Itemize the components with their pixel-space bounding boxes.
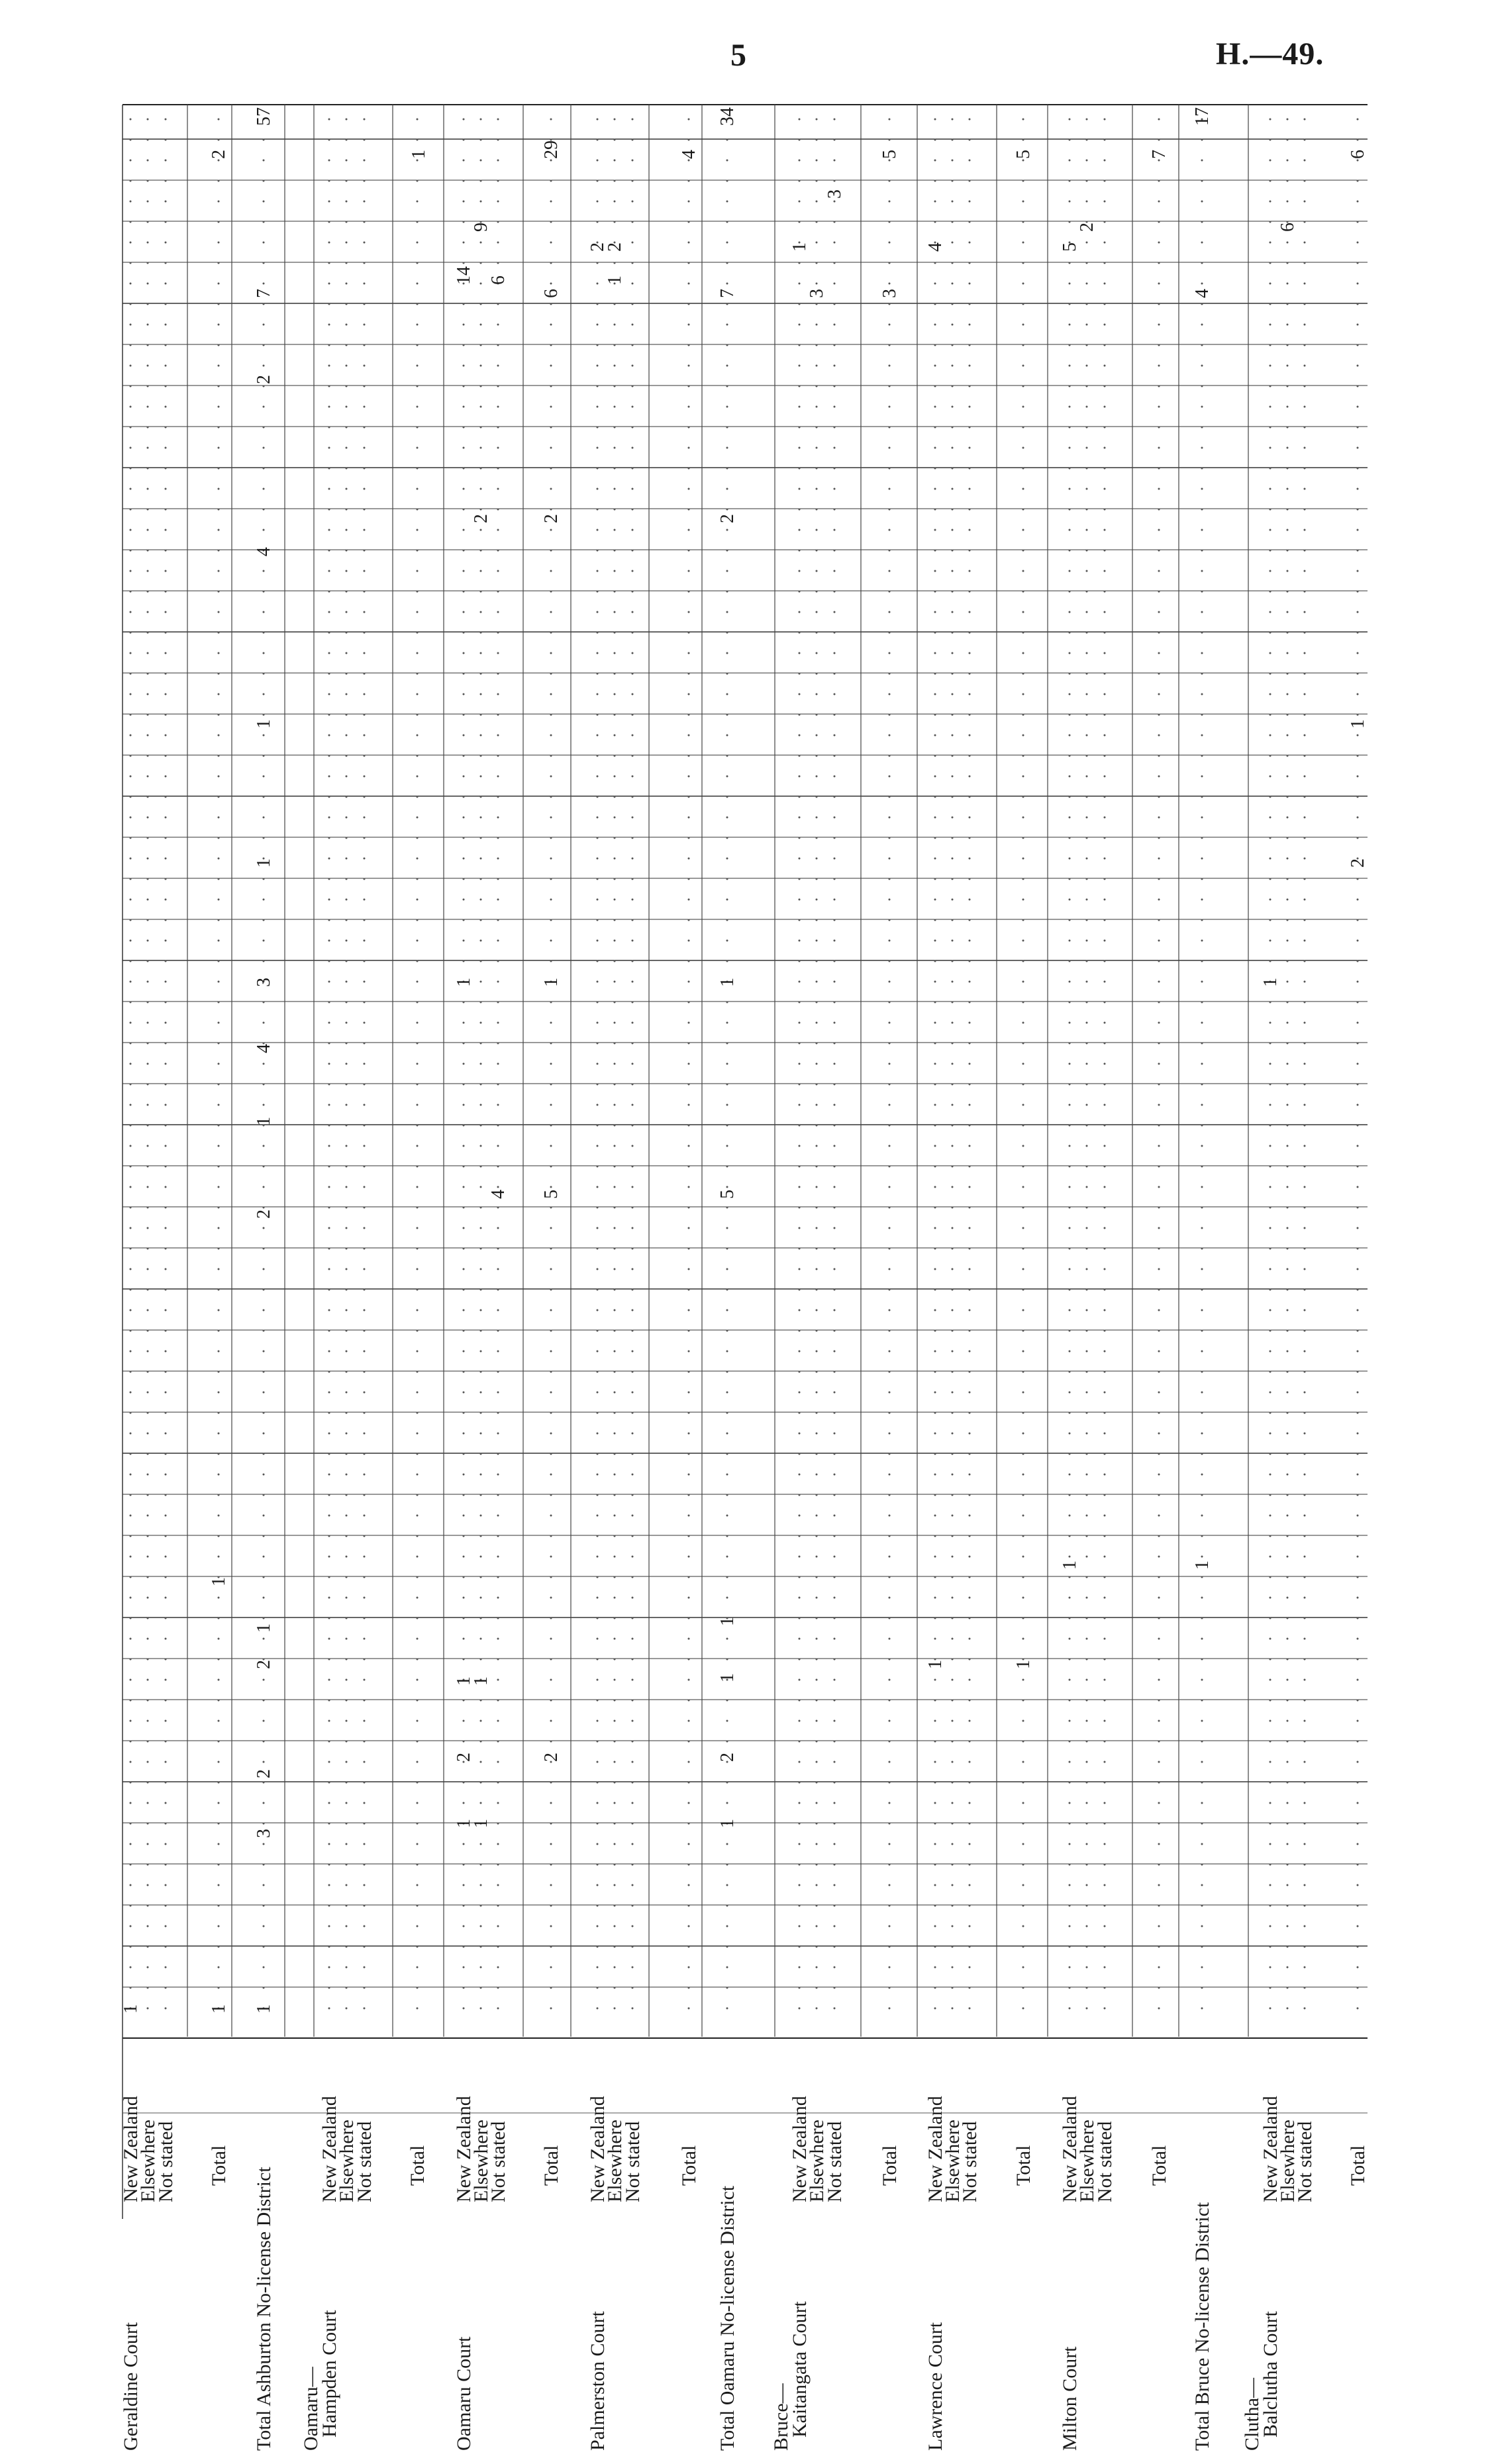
table-value: 2	[541, 514, 562, 523]
table-value: 4	[1192, 289, 1213, 298]
row-label: Not stated	[155, 2121, 177, 2202]
table-value: 6	[1277, 223, 1298, 232]
table-value: 34	[717, 107, 738, 126]
table-value: 1	[1013, 1660, 1034, 1669]
table-values	[121, 107, 1368, 2014]
row-label: Not stated	[824, 2121, 846, 2202]
table-value: 1	[254, 858, 274, 868]
table-value: 1	[1260, 978, 1281, 987]
table-value: 3	[254, 1829, 274, 1838]
row-label: Total	[1148, 2145, 1170, 2186]
row-label: Not stated	[487, 2121, 509, 2202]
table-value: 1	[1348, 719, 1368, 729]
table-value: 3	[807, 289, 827, 298]
table-value: 14	[454, 266, 474, 285]
table-value: 1	[605, 276, 625, 285]
row-label: Total	[208, 2145, 230, 2186]
table-value: 17	[1192, 107, 1213, 126]
table-value: 7	[254, 289, 274, 298]
table-value: 1	[541, 978, 562, 987]
table-value: 1	[925, 1660, 946, 1669]
table-value: 4	[488, 1190, 509, 1199]
table-value: 1	[121, 2004, 141, 2014]
table-value: 1	[254, 719, 274, 729]
table-value: 4	[254, 547, 274, 556]
table-value: 2	[454, 1753, 474, 1762]
table-value: 1	[717, 1617, 738, 1626]
court-label: Total Oamaru No-license District	[717, 2185, 738, 2451]
table-value: 1	[209, 1577, 229, 1586]
table-value: 5	[1060, 242, 1080, 252]
document-reference: H.—49.	[1216, 36, 1324, 72]
table-value: 2	[471, 514, 491, 523]
table-value: 2	[254, 1769, 274, 1778]
row-label: New Zealand	[453, 2096, 475, 2202]
row-label: Elsewhere	[604, 2120, 626, 2202]
court-label: Bruce—Kaitangata Court	[770, 2301, 811, 2451]
court-label: Total Ashburton No-license District	[253, 2167, 275, 2451]
row-label: Not stated	[354, 2121, 375, 2202]
court-label: Lawrence Court	[924, 2322, 946, 2451]
table-value: 3	[824, 189, 845, 199]
row-label: Not stated	[959, 2121, 981, 2202]
table-value: 5	[879, 150, 900, 159]
row-label: Total	[540, 2145, 562, 2186]
table-value: 4	[925, 242, 946, 252]
row-label: Total	[1013, 2145, 1034, 2186]
table-value: 5	[1013, 150, 1034, 159]
table-value: 2	[717, 1753, 738, 1762]
table-value: 1	[471, 1819, 491, 1828]
table-value: 2	[254, 1209, 274, 1219]
table-value: 6	[488, 276, 509, 285]
table-value: 4	[254, 1044, 274, 1053]
table-value: 7	[1149, 150, 1170, 159]
table-value: 29	[541, 140, 562, 159]
court-label: Palmerston Court	[587, 2311, 609, 2451]
table-value: 1	[454, 1819, 474, 1828]
table-value: 1	[254, 2004, 274, 2014]
table-value: 2	[587, 242, 608, 252]
table-value: 2	[209, 150, 229, 159]
table-value: 2	[605, 242, 625, 252]
table-value: 1	[471, 1676, 491, 1686]
table-value: 5	[541, 1190, 562, 1199]
row-labels	[120, 2096, 1369, 2451]
table-value: 1	[717, 1673, 738, 1682]
table-value: 6	[1348, 150, 1368, 159]
row-label: Total	[678, 2145, 700, 2186]
row-label: Not stated	[1094, 2121, 1116, 2202]
court-label: Milton Court	[1059, 2346, 1081, 2451]
table-value: 4	[679, 150, 699, 159]
table-value: 7	[717, 289, 738, 298]
row-label: Total	[407, 2145, 428, 2186]
court-label: Oamaru—Hampden Court	[300, 2310, 340, 2451]
table-value: 9	[471, 223, 491, 232]
row-label: Elsewhere	[470, 2120, 492, 2202]
row-label: New Zealand	[924, 2096, 946, 2202]
row-label: New Zealand	[319, 2096, 340, 2202]
table-value: 2	[717, 514, 738, 523]
court-label: Oamaru Court	[453, 2336, 475, 2451]
row-label: Elsewhere	[137, 2120, 159, 2202]
table-value: 1	[717, 978, 738, 987]
row-label: Elsewhere	[1277, 2120, 1299, 2202]
table-value: 57	[254, 107, 274, 126]
table-value: 1	[454, 1676, 474, 1686]
table-value: 2	[254, 375, 274, 384]
table-value: 3	[254, 978, 274, 987]
table-value: 1	[789, 242, 810, 252]
row-label: Elsewhere	[336, 2120, 358, 2202]
row-label: New Zealand	[789, 2096, 811, 2202]
table-value: 1	[1060, 1561, 1080, 1570]
row-label: Not stated	[1294, 2121, 1316, 2202]
row-label: Total	[879, 2145, 901, 2186]
row-label: New Zealand	[120, 2096, 142, 2202]
court-label: Total Bruce No-license District	[1191, 2202, 1213, 2451]
table-value: 3	[879, 289, 900, 298]
table-value: 1	[1192, 1561, 1213, 1570]
table-value: 1	[717, 1819, 738, 1828]
court-label: Clutha—Balclutha Court	[1241, 2311, 1281, 2451]
table-value: 1	[254, 1117, 274, 1126]
row-label: Not stated	[622, 2121, 644, 2202]
court-label: Geraldine Court	[120, 2322, 142, 2451]
table-value: 2	[254, 1660, 274, 1669]
row-label: New Zealand	[1059, 2096, 1081, 2202]
page-number: 5	[730, 38, 746, 73]
table-value: 6	[541, 289, 562, 298]
table-value: 1	[454, 978, 474, 987]
table-value: 1	[209, 2004, 229, 2014]
table-grid	[123, 105, 1368, 2219]
table-value: 2	[1077, 223, 1097, 232]
row-label: Elsewhere	[1076, 2120, 1098, 2202]
table-value: 1	[409, 150, 429, 159]
row-label: New Zealand	[587, 2096, 609, 2202]
row-label: Elsewhere	[942, 2120, 964, 2202]
table-value: 1	[254, 1623, 274, 1633]
table-value: 2	[1348, 858, 1368, 868]
table-value: 2	[541, 1753, 562, 1762]
row-label: Total	[1347, 2145, 1369, 2186]
row-label: Elsewhere	[806, 2120, 828, 2202]
table-value: 5	[717, 1190, 738, 1199]
row-label: New Zealand	[1260, 2096, 1281, 2202]
